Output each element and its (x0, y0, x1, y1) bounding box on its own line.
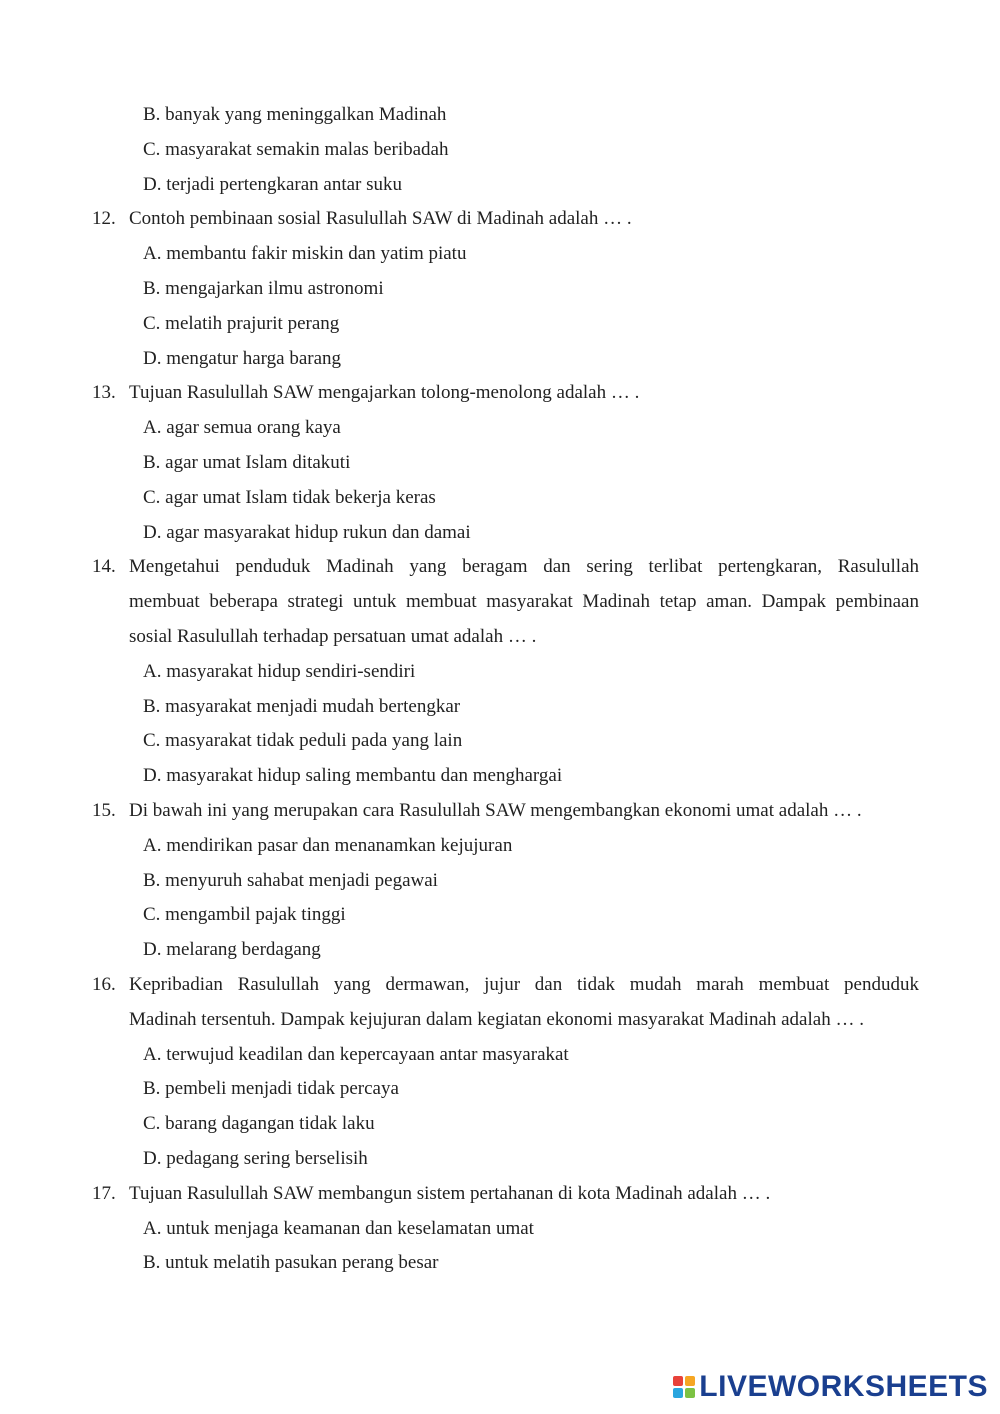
option[interactable]: B. agar umat Islam ditakuti (143, 451, 351, 473)
question-number: 17. (92, 1182, 116, 1204)
question-text: Tujuan Rasulullah SAW membangun sistem pertahanan di kota Madinah adalah … . (129, 1182, 771, 1204)
option[interactable]: D. pedagang sering berselisih (143, 1147, 368, 1169)
logo-square-orange (685, 1376, 695, 1386)
option[interactable]: D. agar masyarakat hidup rukun dan damai (143, 521, 471, 543)
option[interactable]: B. masyarakat menjadi mudah bertengkar (143, 695, 461, 717)
option[interactable]: C. barang dagangan tidak laku (143, 1113, 375, 1135)
logo-square-blue (673, 1388, 683, 1398)
option[interactable]: A. agar semua orang kaya (143, 417, 341, 439)
option[interactable]: D. masyarakat hidup saling membantu dan menghargai (143, 765, 563, 787)
question-number: 16. (92, 973, 116, 995)
option[interactable]: C. agar umat Islam tidak bekerja keras (143, 486, 436, 508)
question-14 (0, 550, 1000, 794)
option[interactable]: A. terwujud keadilan dan kepercayaan antar masyarakat (143, 1043, 569, 1065)
question-text-line-1: Mengetahui penduduk Madinah yang beragam dan sering terlibat pertengkaran, Rasulullah (129, 556, 919, 578)
question-12 (0, 202, 1000, 376)
option[interactable]: D. melarang berdagang (143, 939, 321, 961)
option[interactable]: D. mengatur harga barang (143, 347, 342, 369)
option[interactable]: A. untuk menjaga keamanan dan keselamatan umat (143, 1217, 534, 1239)
question-text-line-2: Madinah tersentuh. Dampak kejujuran dalam kegiatan ekonomi masyarakat Madinah adalah … . (129, 1008, 864, 1030)
option[interactable]: A. mendirikan pasar dan menanamkan kejujuran (143, 834, 513, 856)
question-text-line-1: Kepribadian Rasulullah yang dermawan, jujur dan tidak mudah marah membuat penduduk (129, 973, 919, 995)
question-text: Tujuan Rasulullah SAW mengajarkan tolong-menolong adalah … . (129, 382, 640, 404)
question-number: 15. (92, 799, 116, 821)
logo-square-red (673, 1376, 683, 1386)
option[interactable]: A. membantu fakir miskin dan yatim piatu (143, 243, 467, 265)
question-17 (0, 1177, 1000, 1281)
option[interactable]: C. masyarakat tidak peduli pada yang lain (143, 730, 463, 752)
option[interactable]: B. pembeli menjadi tidak percaya (143, 1078, 399, 1100)
question-text-line-2: membuat beberapa strategi untuk membuat masyarakat Madinah tetap aman. Dampak pembinaan (129, 591, 919, 613)
option[interactable]: C. mengambil pajak tinggi (143, 904, 346, 926)
logo-text: LIVEWORKSHEETS (699, 1370, 988, 1403)
option[interactable]: C. melatih prajurit perang (143, 312, 340, 334)
question-number: 12. (92, 208, 116, 230)
option[interactable]: B. mengajarkan ilmu astronomi (143, 277, 384, 299)
question-13 (0, 376, 1000, 550)
liveworksheets-logo (673, 1370, 988, 1404)
question-15 (0, 794, 1000, 968)
option[interactable]: B. menyuruh sahabat menjadi pegawai (143, 869, 438, 891)
question-16 (0, 968, 1000, 1177)
logo-square-green (685, 1388, 695, 1398)
question-number: 13. (92, 382, 116, 404)
question-text: Di bawah ini yang merupakan cara Rasulullah SAW mengembangkan ekonomi umat adalah … . (129, 799, 862, 821)
question-text-line-3: sosial Rasulullah terhadap persatuan umat adalah … . (129, 625, 537, 647)
option[interactable]: B. untuk melatih pasukan perang besar (143, 1252, 439, 1274)
question-number: 14. (92, 556, 116, 578)
worksheet-page (0, 98, 1000, 1281)
option[interactable]: C. masyarakat semakin malas beribadah (143, 138, 449, 160)
continuation-options (0, 98, 1000, 202)
option[interactable]: B. banyak yang meninggalkan Madinah (143, 104, 447, 125)
option[interactable]: A. masyarakat hidup sendiri-sendiri (143, 660, 416, 682)
question-text: Contoh pembinaan sosial Rasulullah SAW di Madinah adalah … . (129, 208, 632, 230)
option[interactable]: D. terjadi pertengkaran antar suku (143, 173, 403, 195)
logo-icon (673, 1376, 695, 1398)
